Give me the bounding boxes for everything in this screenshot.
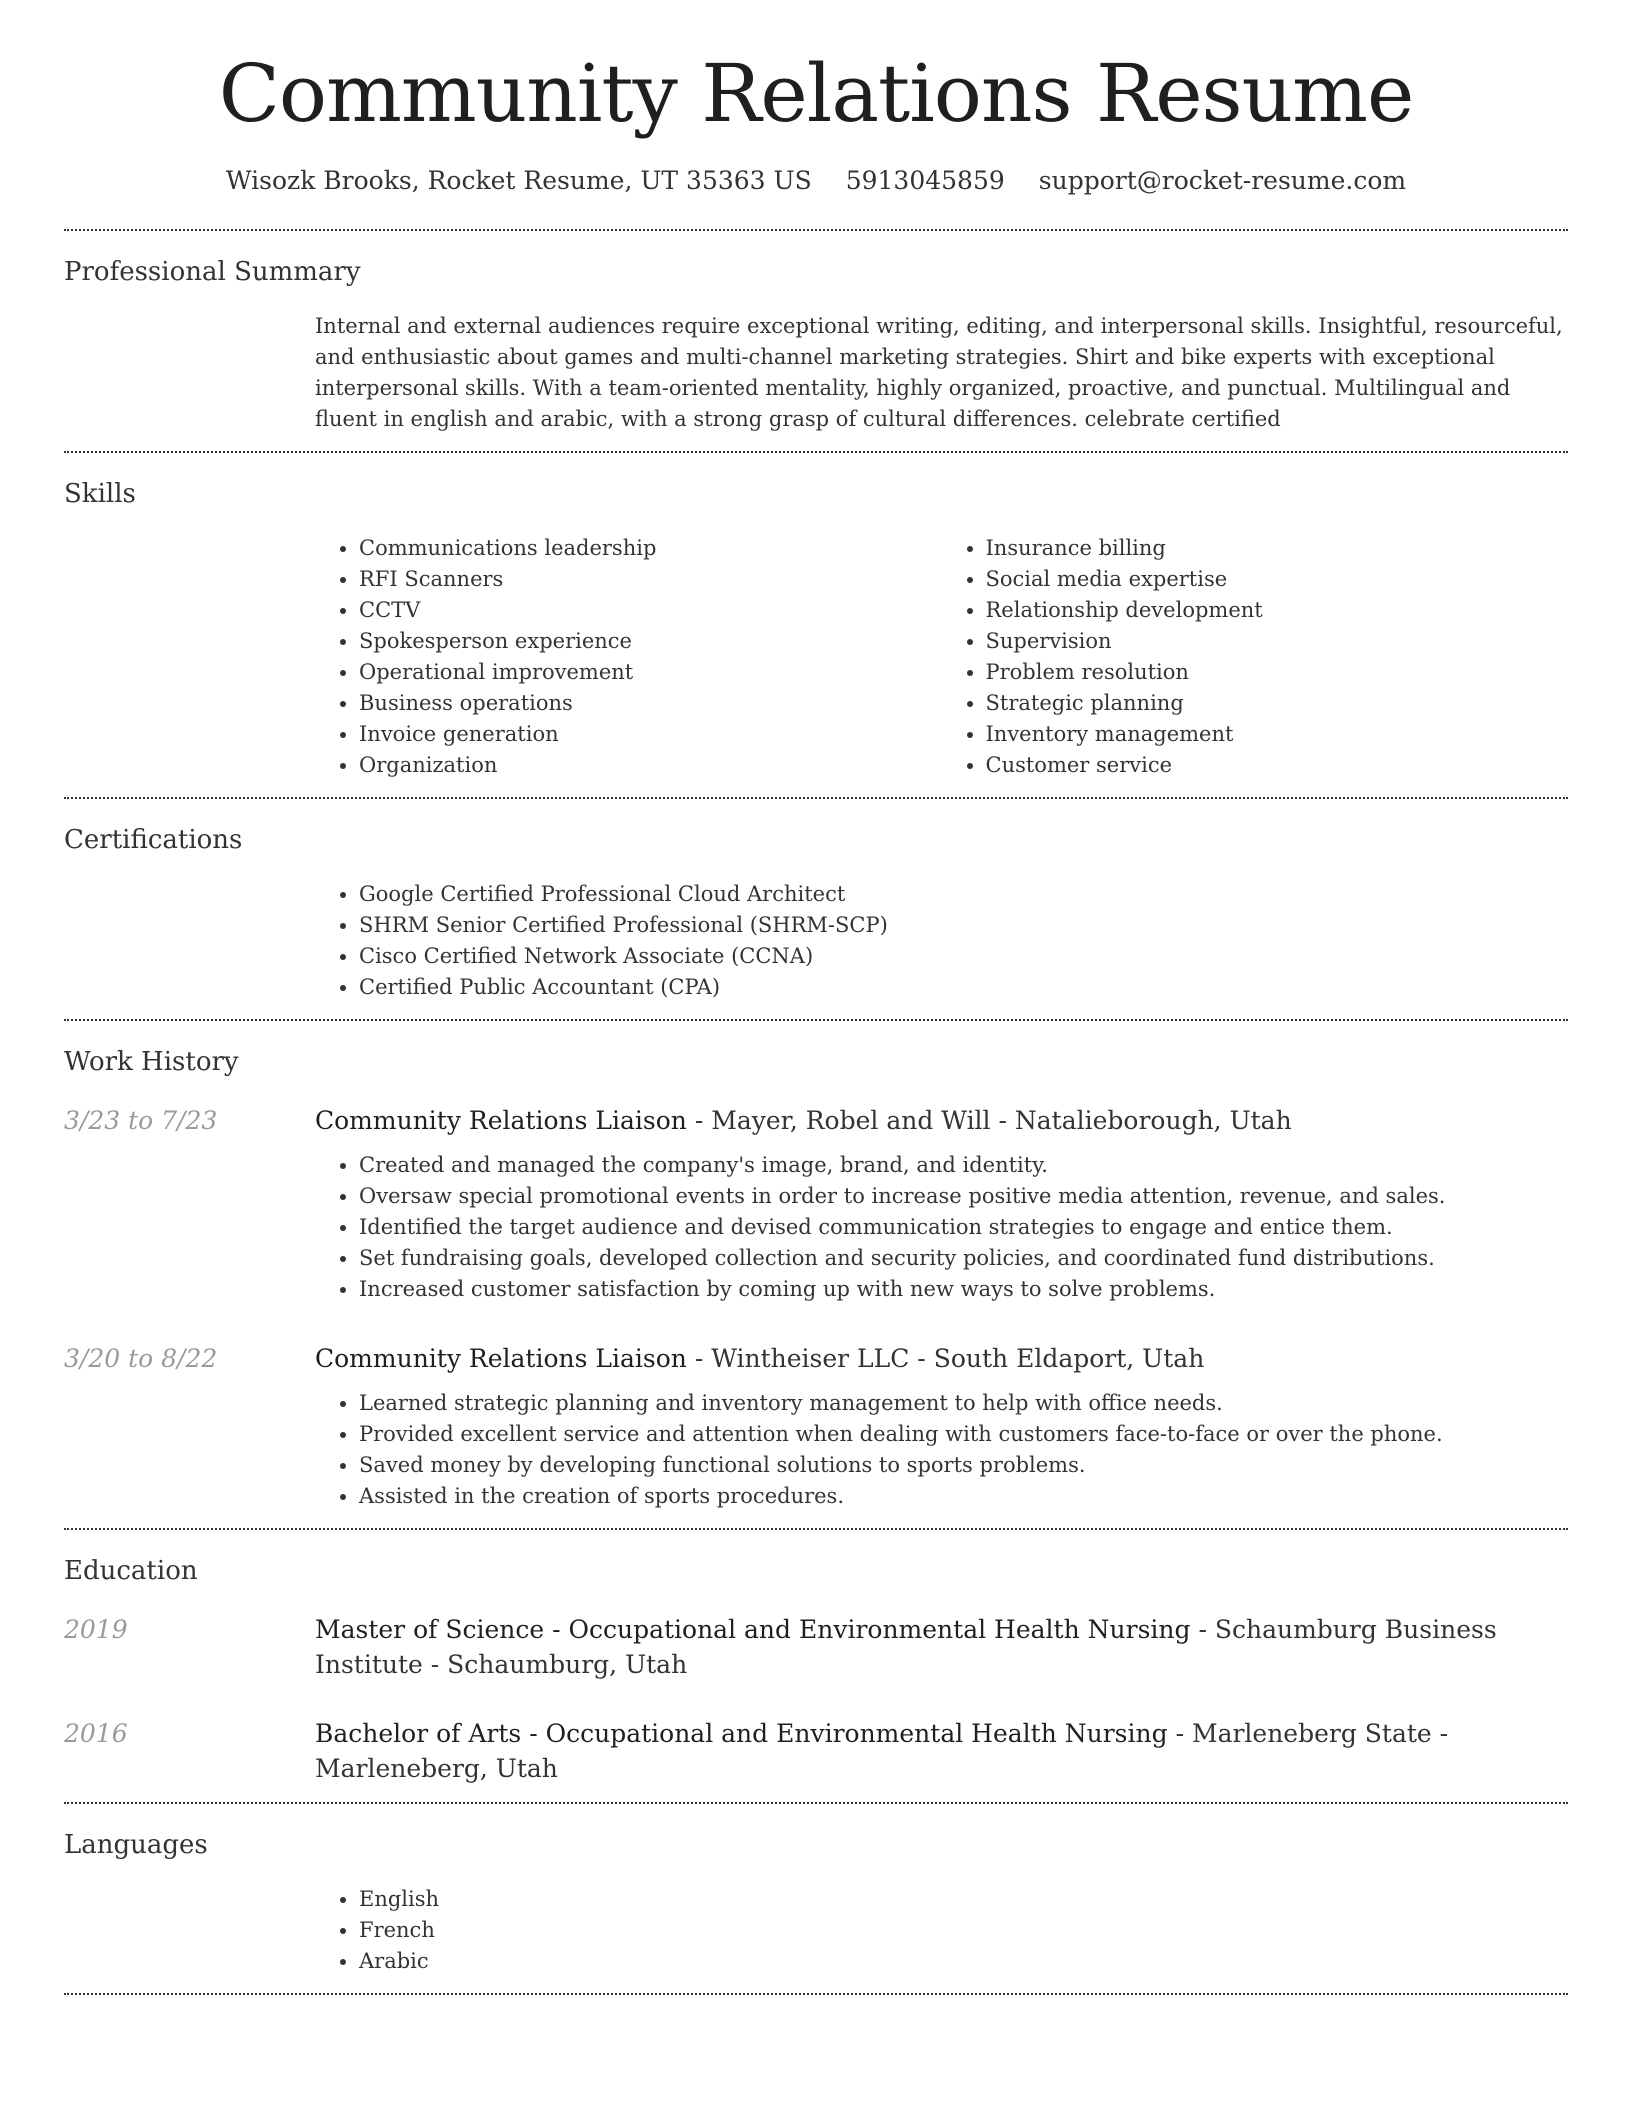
work-employer: - Wintheiser LLC - South Eldaport, Utah	[686, 1344, 1205, 1373]
work-bullets	[315, 1388, 1568, 1512]
list-item: • Spokesperson experience	[359, 626, 942, 657]
section-certifications	[64, 797, 1568, 1019]
work-entry	[64, 1341, 1568, 1512]
list-item: • Certified Public Accountant (CPA)	[359, 972, 1568, 1003]
page-title: Community Relations Resume	[218, 47, 1414, 140]
section-work-history	[64, 1019, 1568, 1528]
section-title-certifications: Certifications	[64, 825, 243, 855]
list-item: • CCTV	[359, 595, 942, 626]
list-item: • Organization	[359, 750, 942, 781]
list-item: • Customer service	[986, 750, 1569, 781]
education-degree: Bachelor of Arts - Occupational and Environmental Health Nursing	[315, 1719, 1168, 1748]
contact-email: support@rocket-resume.com	[1038, 166, 1407, 195]
list-item: • Set fundraising goals, developed collection and security policies, and coordinated fund distributions.	[359, 1243, 1568, 1274]
list-item: • Social media expertise	[986, 564, 1569, 595]
list-item: • Saved money by developing functional solutions to sports problems.	[359, 1450, 1568, 1481]
list-item: • Business operations	[359, 688, 942, 719]
work-employer: - Mayer, Robel and Will - Natalieborough, Utah	[686, 1106, 1292, 1135]
list-item: • Google Certified Professional Cloud Architect	[359, 879, 1568, 910]
skills-list-left	[315, 533, 942, 781]
list-item: • Created and managed the company's image, brand, and identity.	[359, 1150, 1568, 1181]
section-education	[64, 1528, 1568, 1802]
list-item: • Assisted in the creation of sports procedures.	[359, 1481, 1568, 1512]
closing-divider	[64, 1993, 1568, 1995]
education-school: - Marleneberg State - Marleneberg, Utah	[315, 1719, 1449, 1783]
list-item: • Operational improvement	[359, 657, 942, 688]
work-bullets	[315, 1150, 1568, 1305]
list-item: • Increased customer satisfaction by coming up with new ways to solve problems.	[359, 1274, 1568, 1305]
work-heading	[315, 1341, 1568, 1376]
contact-phone: 5913045859	[845, 166, 1005, 195]
contact-address: Wisozk Brooks, Rocket Resume, UT 35363 US	[225, 166, 812, 195]
list-item: • French	[359, 1915, 1568, 1946]
section-title-work: Work History	[64, 1047, 239, 1077]
list-item: • Identified the target audience and devised communication strategies to engage and entice them.	[359, 1212, 1568, 1243]
work-role: Community Relations Liaison	[315, 1106, 687, 1135]
list-item: • Insurance billing	[986, 533, 1569, 564]
section-skills	[64, 451, 1568, 797]
list-item: • Invoice generation	[359, 719, 942, 750]
skills-list-right	[942, 533, 1569, 781]
list-item: • English	[359, 1884, 1568, 1915]
list-item: • Supervision	[986, 626, 1569, 657]
work-date: 3/20 to 8/22	[64, 1344, 218, 1373]
section-title-skills: Skills	[64, 479, 136, 509]
contact-line	[0, 166, 1632, 195]
list-item: • Oversaw special promotional events in order to increase positive media attention, revenue, and sales.	[359, 1181, 1568, 1212]
languages-list	[315, 1884, 1568, 1977]
education-entry	[64, 1716, 1568, 1786]
list-item: • Cisco Certified Network Associate (CCNA)	[359, 941, 1568, 972]
education-school: - Schaumburg Business Institute - Schaumburg, Utah	[315, 1615, 1497, 1679]
section-title-summary: Professional Summary	[64, 257, 361, 287]
list-item: • RFI Scanners	[359, 564, 942, 595]
section-title-languages: Languages	[64, 1830, 208, 1860]
section-summary	[64, 229, 1568, 451]
list-item: • Strategic planning	[986, 688, 1569, 719]
summary-text: Internal and external audiences require exceptional writing, editing, and interpersonal skills. Insightful, resourceful, and enthusiastic about games and multi-channel marketing strategies. Shirt and bike experts with exceptional interpersonal skills. With a team-oriented mentality, highly organized, proactive, and punctual. Multilingual and fluent in english and arabic, with a strong grasp of cultural differences. celebrate certified	[315, 314, 1563, 431]
work-role: Community Relations Liaison	[315, 1344, 687, 1373]
education-entry	[64, 1612, 1568, 1682]
education-date: 2016	[64, 1719, 128, 1748]
work-heading	[315, 1103, 1568, 1138]
list-item: • SHRM Senior Certified Professional (SHRM-SCP)	[359, 910, 1568, 941]
list-item: • Relationship development	[986, 595, 1569, 626]
list-item: • Learned strategic planning and inventory management to help with office needs.	[359, 1388, 1568, 1419]
education-degree: Master of Science - Occupational and Environmental Health Nursing	[315, 1615, 1191, 1644]
list-item: • Problem resolution	[986, 657, 1569, 688]
resume-header	[0, 0, 1632, 195]
education-date: 2019	[64, 1615, 128, 1644]
section-title-education: Education	[64, 1556, 198, 1586]
section-languages	[64, 1802, 1568, 1993]
work-date: 3/23 to 7/23	[64, 1106, 218, 1135]
list-item: • Arabic	[359, 1946, 1568, 1977]
work-entry	[64, 1103, 1568, 1305]
list-item: • Inventory management	[986, 719, 1569, 750]
education-heading	[315, 1716, 1568, 1786]
education-heading	[315, 1612, 1568, 1682]
certifications-list	[315, 879, 1568, 1003]
list-item: • Provided excellent service and attention when dealing with customers face-to-face or over the phone.	[359, 1419, 1568, 1450]
list-item: • Communications leadership	[359, 533, 942, 564]
